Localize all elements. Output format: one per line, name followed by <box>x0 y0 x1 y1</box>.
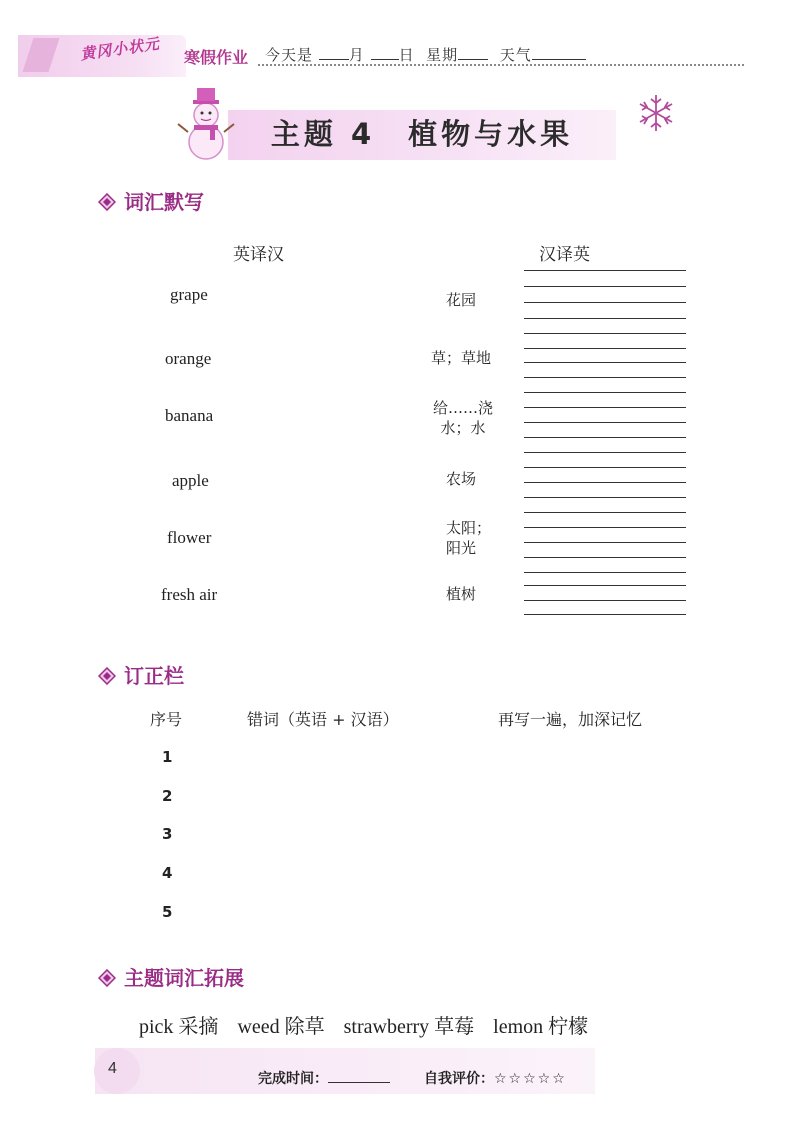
date-today-label: 今天是 <box>265 46 314 64</box>
vocab-heading-text: 词汇默写 <box>124 190 204 214</box>
snowman-icon <box>176 84 236 164</box>
cn-word: 农场 <box>446 470 477 488</box>
snowflake-icon <box>636 93 676 133</box>
date-weather-label: 天气 <box>499 46 532 64</box>
month-blank[interactable] <box>319 45 349 60</box>
writing-line[interactable] <box>524 600 686 601</box>
correction-row-number: 5 <box>162 903 173 921</box>
correction-row-number: 2 <box>162 787 173 805</box>
en-word: flower <box>167 528 212 547</box>
page-number: 4 <box>108 1060 117 1077</box>
completion-time <box>258 1068 390 1088</box>
writing-line[interactable] <box>524 542 686 543</box>
diamond-bullet-icon <box>98 193 116 211</box>
writing-line[interactable] <box>524 270 686 271</box>
cn-word: 植树 <box>446 585 477 603</box>
writing-line[interactable] <box>524 614 686 615</box>
diamond-bullet-icon <box>98 667 116 685</box>
en-word: orange <box>165 349 212 368</box>
writing-line[interactable] <box>524 348 686 349</box>
expansion-section-heading <box>98 962 244 991</box>
writing-line[interactable] <box>524 572 686 573</box>
expansion-word: weed 除草 <box>237 1016 325 1038</box>
writing-line[interactable] <box>524 318 686 319</box>
writing-line[interactable] <box>524 302 686 303</box>
date-weekday-label: 星期 <box>426 46 459 64</box>
eval-label: 自我评价： <box>424 1071 494 1087</box>
en-word: fresh air <box>161 585 218 604</box>
en-to-cn-label: 英译汉 <box>233 245 284 265</box>
theme-title: 主题 4 植物与水果 <box>270 117 574 151</box>
writing-line[interactable] <box>524 286 686 287</box>
correction-row-number: 4 <box>162 864 173 882</box>
writing-line[interactable] <box>524 377 686 378</box>
correction-row-number: 1 <box>162 748 173 766</box>
cn-to-en-label: 汉译英 <box>539 245 590 265</box>
col-index-label: 序号 <box>150 710 183 729</box>
weather-blank[interactable] <box>532 45 586 60</box>
writing-line[interactable] <box>524 557 686 558</box>
writing-line[interactable] <box>524 407 686 408</box>
writing-line[interactable] <box>524 392 686 393</box>
date-day-label: 日 <box>398 46 415 64</box>
writing-line[interactable] <box>524 437 686 438</box>
writing-line[interactable] <box>524 585 686 586</box>
correction-section-heading <box>98 660 184 689</box>
writing-line[interactable] <box>524 512 686 513</box>
time-label: 完成时间： <box>258 1071 328 1087</box>
correction-heading-text: 订正栏 <box>124 664 184 688</box>
header-dotted-rule <box>258 64 744 66</box>
expansion-heading-text: 主题词汇拓展 <box>124 966 244 990</box>
expansion-word-list <box>139 1010 602 1039</box>
cn-word: 花园 <box>446 291 477 309</box>
day-blank[interactable] <box>371 45 399 60</box>
writing-line[interactable] <box>524 467 686 468</box>
expansion-word: lemon 柠檬 <box>493 1016 589 1038</box>
self-evaluation <box>424 1068 567 1088</box>
col-rewrite-label: 再写一遍，加深记忆 <box>498 710 643 729</box>
brand-logo: 黄冈小状元 <box>79 34 161 64</box>
time-blank[interactable] <box>328 1068 390 1083</box>
col-wrong-label: 错词（英语 + 汉语） <box>247 710 399 729</box>
en-word: banana <box>165 406 214 425</box>
writing-line[interactable] <box>524 482 686 483</box>
cn-word: 太阳； 阳光 <box>446 519 492 557</box>
expansion-word: strawberry 草莓 <box>343 1016 475 1038</box>
writing-line[interactable] <box>524 362 686 363</box>
cn-word: 给……浇 水；水 <box>432 399 493 437</box>
writing-line[interactable] <box>524 333 686 334</box>
correction-row-number: 3 <box>162 825 173 843</box>
weekday-blank[interactable] <box>458 45 488 60</box>
diamond-bullet-icon <box>98 969 116 987</box>
writing-line[interactable] <box>524 422 686 423</box>
cn-word: 草；草地 <box>431 349 492 367</box>
en-word: grape <box>170 285 208 304</box>
vocab-section-heading <box>98 186 204 215</box>
page-number-badge <box>94 1048 140 1094</box>
writing-line[interactable] <box>524 527 686 528</box>
date-month-label: 月 <box>348 46 365 64</box>
rating-stars[interactable]: ☆☆☆☆☆ <box>494 1071 567 1087</box>
expansion-word: pick 采摘 <box>139 1016 219 1038</box>
writing-line[interactable] <box>524 452 686 453</box>
writing-line[interactable] <box>524 497 686 498</box>
header-title: 寒假作业 <box>184 48 249 67</box>
en-word: apple <box>172 471 209 490</box>
date-line <box>265 44 586 65</box>
